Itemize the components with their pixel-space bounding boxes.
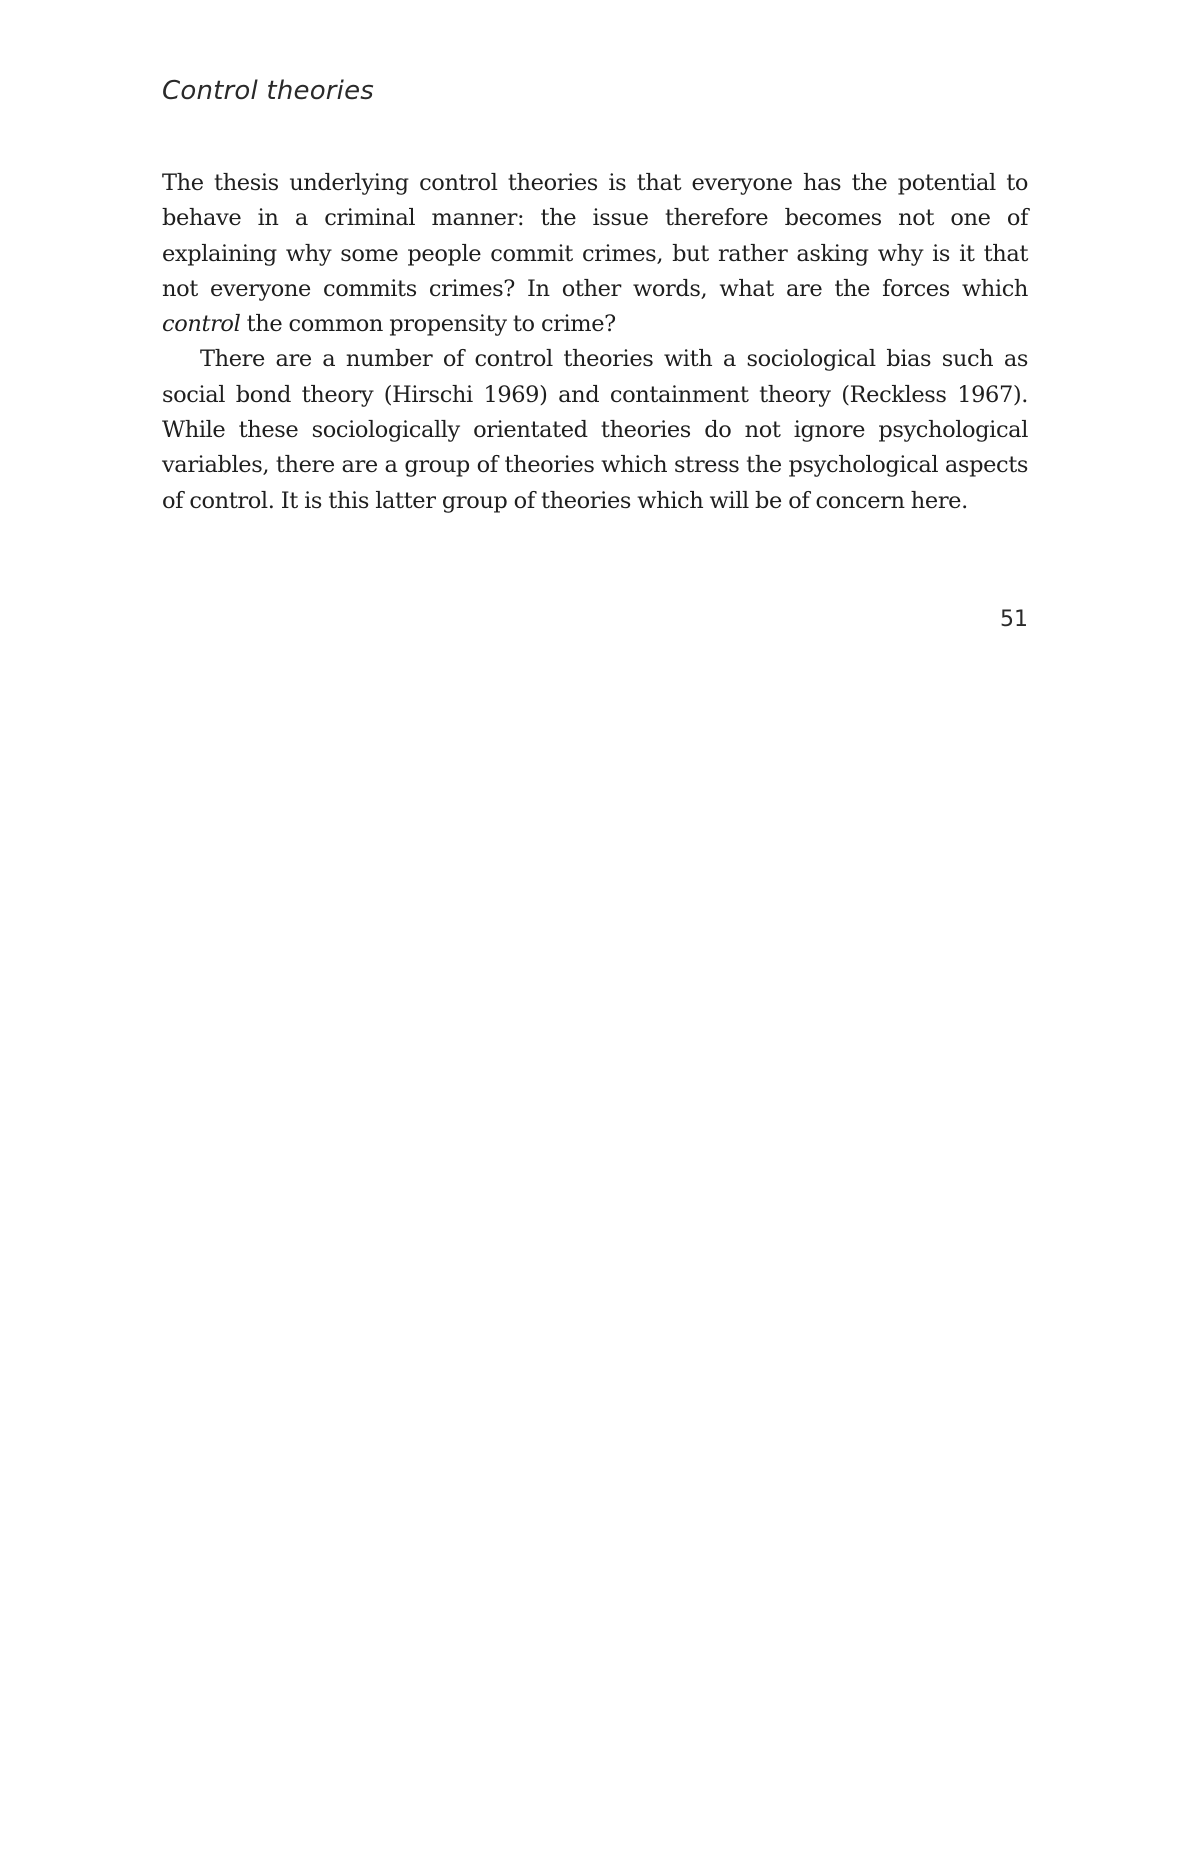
body-text xyxy=(162,166,1028,519)
paragraph-1-text-end: the common propensity to crime? xyxy=(240,311,616,338)
section-heading: Control theories xyxy=(162,76,375,106)
paragraph-2: There are a number of control theories with a sociological bias such as social bond theory (Hirschi 1969) and containment theory (Reckless 1967). While these sociologically orientated theories do not ignore psychological variables, there are a group of theories which stress the psychological aspects of control. It is this latter group of theories which will be of concern here. xyxy=(162,346,1028,514)
page-number: 51 xyxy=(1000,607,1028,632)
paragraph-1-text-start: The thesis underlying control theories is that everyone has the potential to behave in a criminal manner: the issue therefore becomes not one of explaining why some people commit crimes, but rather asking why is it that not everyone commits crimes? In other words, what are the forces which xyxy=(162,170,1028,302)
emphasized-word: control xyxy=(162,311,241,338)
paragraph-1 xyxy=(162,166,1028,342)
